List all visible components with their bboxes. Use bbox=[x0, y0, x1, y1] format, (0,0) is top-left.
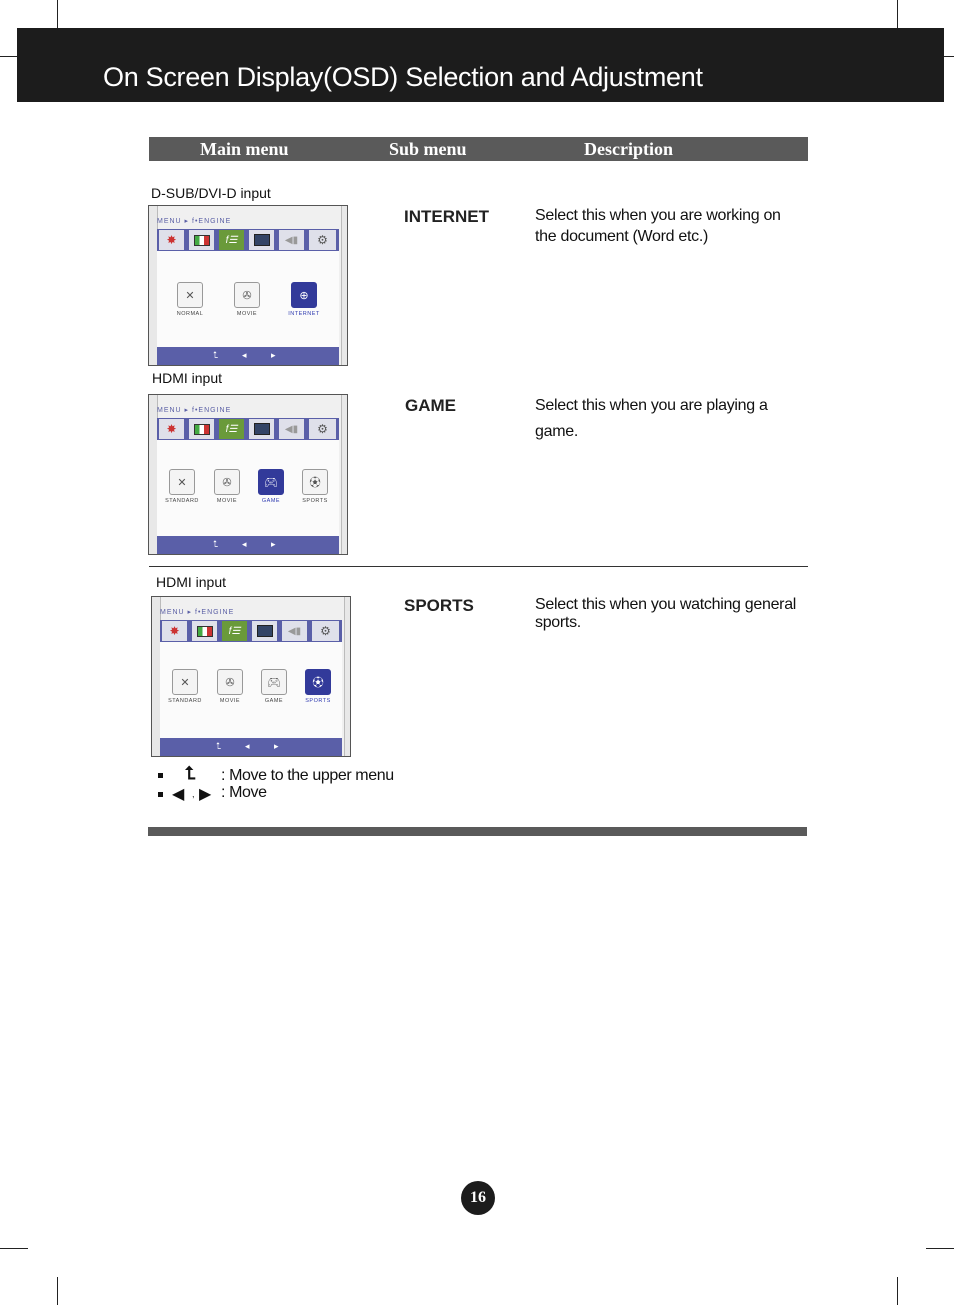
option-label: STANDARD bbox=[165, 498, 199, 504]
description-line: the document (Word etc.) bbox=[535, 228, 709, 245]
option-label-selected: SPORTS bbox=[305, 698, 331, 704]
column-header-description: Description bbox=[584, 139, 673, 159]
f-engine-icon: f☰ bbox=[219, 230, 246, 250]
volume-icon: ◀▮ bbox=[279, 230, 306, 250]
color-icon bbox=[189, 230, 216, 250]
sports-icon: ⚽︎ bbox=[305, 669, 331, 695]
game-icon: 🎮︎ bbox=[258, 469, 284, 495]
osd-screenshot-internet bbox=[148, 205, 348, 366]
osd-tab-bar bbox=[157, 229, 339, 251]
description-line: game. bbox=[535, 423, 578, 440]
crop-mark bbox=[57, 0, 58, 28]
description bbox=[535, 393, 768, 445]
crop-mark bbox=[0, 1248, 28, 1249]
right-arrow-icon: ▸ bbox=[271, 350, 276, 360]
option-label: STANDARD bbox=[168, 698, 202, 704]
table-bottom-bar bbox=[148, 827, 807, 836]
left-arrow-icon: ◂ bbox=[242, 539, 247, 549]
setup-icon: ⚙ bbox=[309, 230, 336, 250]
normal-icon: ✕ bbox=[177, 282, 203, 308]
input-caption: D-SUB/DVI-D input bbox=[151, 185, 271, 201]
legend-move: : Move bbox=[221, 784, 267, 801]
up-arrow-icon: ⮤ bbox=[213, 350, 219, 360]
osd-body bbox=[157, 440, 339, 536]
option-label: MOVIE bbox=[219, 698, 241, 704]
left-arrow-icon: ◀ bbox=[172, 786, 184, 803]
bullet bbox=[158, 773, 163, 778]
osd-menu-title: MENU ▸ f•ENGINE bbox=[160, 609, 235, 616]
description-line: Select this when you watching general bbox=[535, 596, 797, 613]
crop-mark bbox=[897, 0, 898, 28]
sub-menu-name: INTERNET bbox=[404, 207, 489, 226]
crop-mark bbox=[57, 1277, 58, 1305]
legend-upper-menu: : Move to the upper menu bbox=[221, 767, 394, 784]
crop-mark bbox=[944, 56, 954, 57]
left-arrow-icon: ◂ bbox=[242, 350, 247, 360]
picture-icon bbox=[249, 419, 276, 439]
internet-icon: ⊕ bbox=[291, 282, 317, 308]
option-label: GAME bbox=[264, 698, 284, 704]
picture-icon bbox=[249, 230, 276, 250]
f-engine-icon: f☰ bbox=[222, 621, 249, 641]
standard-icon: ✕ bbox=[169, 469, 195, 495]
sub-menu-name: GAME bbox=[405, 396, 456, 415]
f-engine-icon: f☰ bbox=[219, 419, 246, 439]
osd-screenshot-game bbox=[148, 394, 348, 555]
sports-icon: ⚽︎ bbox=[302, 469, 328, 495]
osd-tab-bar bbox=[160, 620, 342, 642]
osd-body bbox=[157, 251, 339, 347]
description-line: sports. bbox=[535, 614, 581, 631]
brightness-icon: ✸ bbox=[159, 230, 186, 250]
sub-menu-name: SPORTS bbox=[404, 596, 474, 615]
crop-mark bbox=[926, 1248, 954, 1249]
volume-icon: ◀▮ bbox=[282, 621, 309, 641]
input-caption: HDMI input bbox=[156, 574, 227, 590]
description-line: Select this when you are playing a bbox=[535, 397, 768, 414]
movie-icon: ✇ bbox=[214, 469, 240, 495]
description bbox=[535, 205, 781, 247]
brightness-icon: ✸ bbox=[159, 419, 186, 439]
osd-menu-title: MENU ▸ f•ENGINE bbox=[157, 407, 232, 414]
legend-comma: , bbox=[192, 789, 195, 799]
osd-tab-bar bbox=[157, 418, 339, 440]
up-arrow-icon: ⮤ bbox=[185, 763, 196, 783]
standard-icon: ✕ bbox=[172, 669, 198, 695]
game-icon: 🎮︎ bbox=[261, 669, 287, 695]
movie-icon: ✇ bbox=[217, 669, 243, 695]
brightness-icon: ✸ bbox=[162, 621, 189, 641]
setup-icon: ⚙ bbox=[312, 621, 339, 641]
crop-mark bbox=[0, 56, 17, 57]
color-icon bbox=[192, 621, 219, 641]
page-number: 16 bbox=[461, 1181, 495, 1215]
setup-icon: ⚙ bbox=[309, 419, 336, 439]
picture-icon bbox=[252, 621, 279, 641]
row-separator bbox=[149, 566, 808, 567]
description-line: Select this when you are working on bbox=[535, 207, 781, 224]
osd-screenshot-sports bbox=[151, 596, 351, 757]
option-label: MOVIE bbox=[236, 311, 258, 317]
input-caption: HDMI input bbox=[152, 370, 223, 386]
osd-nav-bar bbox=[160, 738, 342, 756]
description bbox=[535, 596, 796, 632]
right-arrow-icon: ▶ bbox=[199, 786, 211, 803]
column-header-main-menu: Main menu bbox=[200, 139, 289, 159]
crop-mark bbox=[897, 1277, 898, 1305]
option-label: SPORTS bbox=[302, 498, 328, 504]
option-label: NORMAL bbox=[176, 311, 204, 317]
option-label-selected: GAME bbox=[261, 498, 281, 504]
page-title: On Screen Display(OSD) Selection and Adjustment bbox=[103, 62, 703, 92]
movie-icon: ✇ bbox=[234, 282, 260, 308]
volume-icon: ◀▮ bbox=[279, 419, 306, 439]
option-label: MOVIE bbox=[216, 498, 238, 504]
right-arrow-icon: ▸ bbox=[271, 539, 276, 549]
color-icon bbox=[189, 419, 216, 439]
up-arrow-icon: ⮤ bbox=[216, 741, 222, 751]
column-header-sub-menu: Sub menu bbox=[389, 139, 467, 159]
left-arrow-icon: ◂ bbox=[245, 741, 250, 751]
up-arrow-icon: ⮤ bbox=[213, 539, 219, 549]
osd-body bbox=[160, 642, 342, 738]
osd-menu-title: MENU ▸ f•ENGINE bbox=[157, 218, 232, 225]
osd-nav-bar bbox=[157, 347, 339, 365]
bullet bbox=[158, 792, 163, 797]
osd-nav-bar bbox=[157, 536, 339, 554]
right-arrow-icon: ▸ bbox=[274, 741, 279, 751]
option-label-selected: INTERNET bbox=[288, 311, 320, 317]
